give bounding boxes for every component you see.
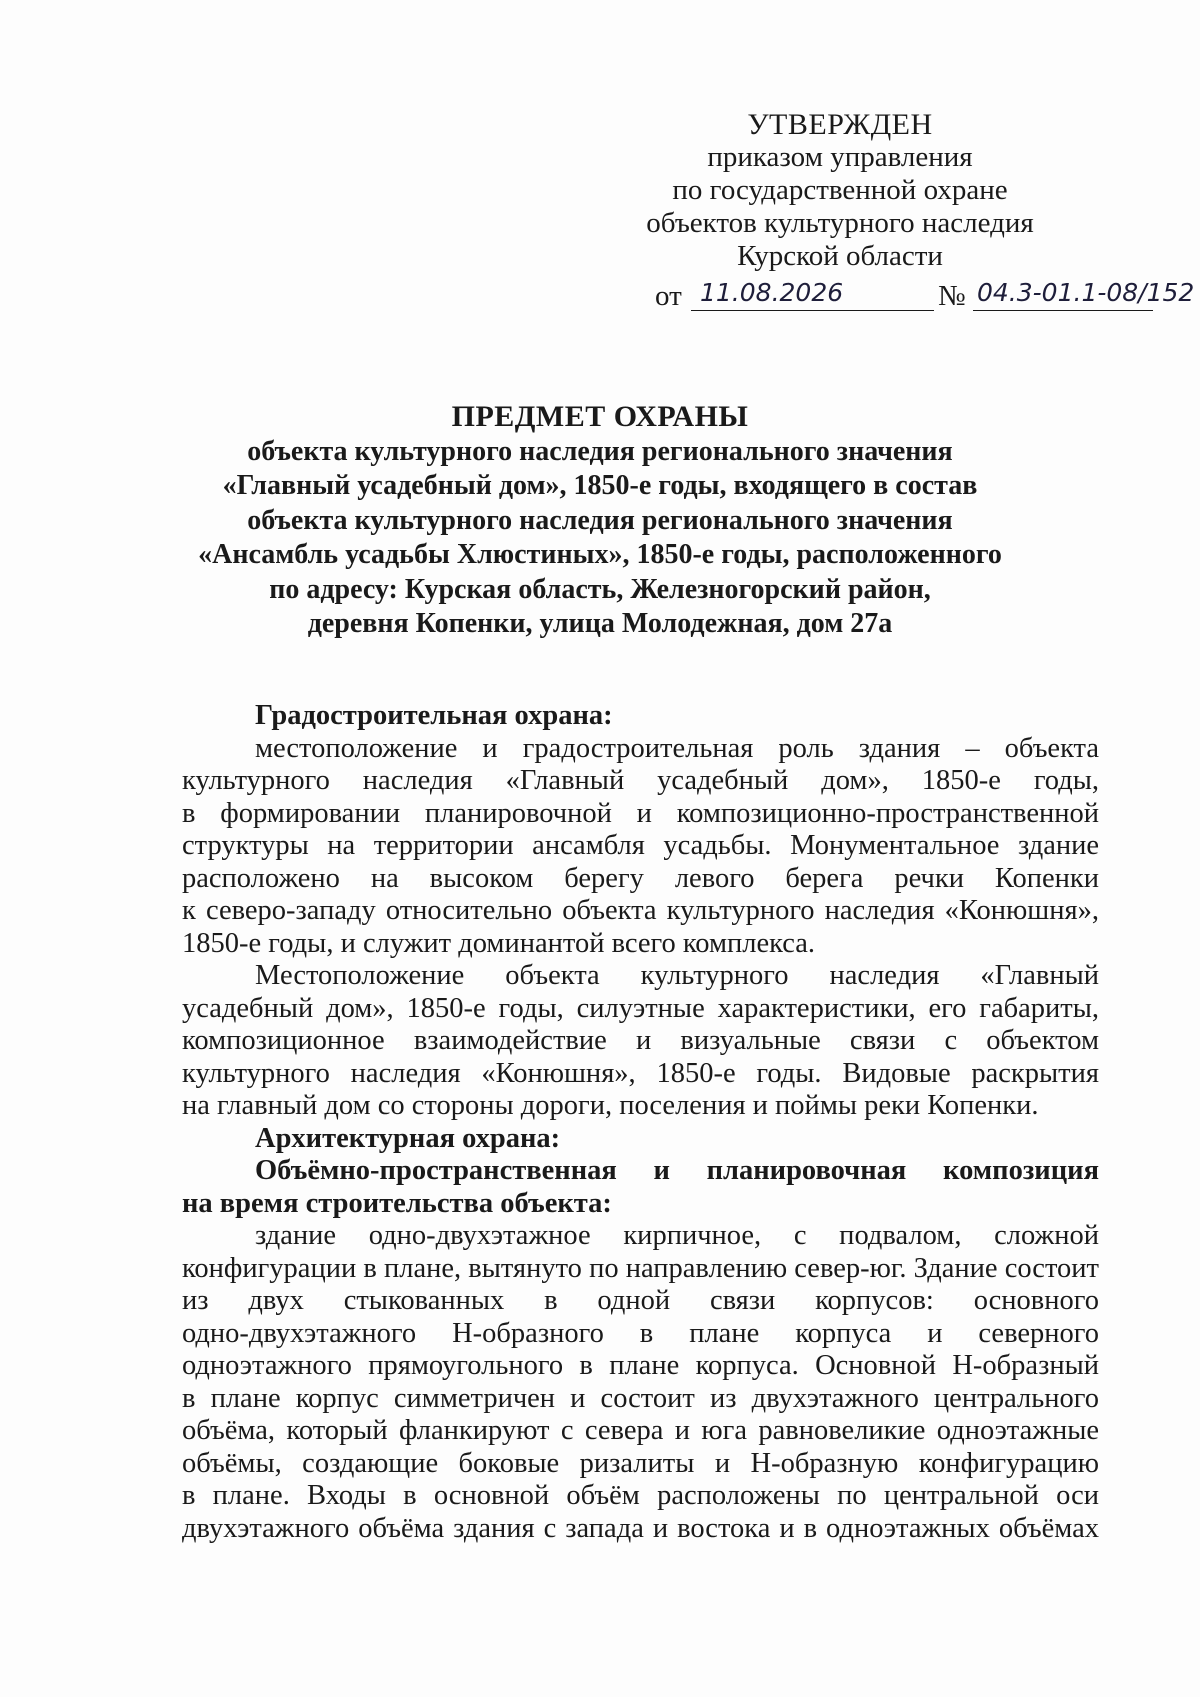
approval-block [600, 108, 1080, 273]
paragraph-line: Местоположение объекта культурного наследия «Главный [255, 960, 1099, 991]
paragraph-line: расположено на высоком берегу левого берега речки Копенки [182, 862, 1099, 894]
approval-line: по государственной охране [672, 174, 1008, 206]
approval-heading: УТВЕРЖДЕН [747, 108, 933, 141]
paragraph-line: в плане корпус симметричен и состоит из двухэтажного центрального [182, 1382, 1099, 1414]
paragraph-line: структуры на территории ансамбля усадьбы. Монументальное здание [182, 830, 1099, 861]
paragraph-line: объёмы, создающие боковые ризалиты и Н-образную конфигурацию [182, 1447, 1099, 1479]
paragraph-line: в формировании планировочной и композиционно-пространственной [182, 797, 1099, 829]
paragraph-line: местоположение и градостроительная роль здания – объекта [255, 732, 1099, 764]
title-line: «Главный усадебный дом», 1850-е годы, входящего в состав [222, 470, 978, 501]
approval-line: приказом управления [707, 141, 973, 173]
paragraph-line: конфигурации в плане, вытянуто по направлению север-юг. Здание состоит [182, 1252, 1099, 1284]
title-line: объекта культурного наследия регионального значения [247, 504, 953, 536]
paragraph-line: 1850-е годы, и служит доминантой всего комплекса. [182, 927, 816, 959]
urban-paragraph-2 [182, 960, 1099, 1123]
composition-heading-line: на время строительства объекта: [182, 1187, 612, 1219]
document-title: ПРЕДМЕТ ОХРАНЫ [451, 400, 749, 433]
paragraph-line: одноэтажного прямоугольного в плане корпуса. Основной Н-образный [182, 1350, 1099, 1381]
date-prefix: от [655, 280, 682, 312]
paragraph-line: в плане. Входы в основной объём расположены по центральной оси [182, 1480, 1099, 1511]
paragraph-line: двухэтажного объёма здания с запада и востока и в одноэтажных объёмах [182, 1512, 1099, 1544]
paragraph-line: из двух стыкованных в одной связи корпусов: основного [182, 1285, 1099, 1316]
composition-heading-line: Объёмно-пространственная и планировочная композиция [255, 1155, 1099, 1186]
paragraph-line: здание одно-двухэтажное кирпичное, с подвалом, сложной [255, 1220, 1099, 1251]
paragraph-line: композиционное взаимодействие и визуальные связи с объектом [182, 1025, 1099, 1056]
paragraph-line: культурного наследия «Конюшня», 1850-е годы. Видовые раскрытия [182, 1057, 1099, 1089]
paragraph-line: культурного наследия «Главный усадебный дом», 1850-е годы, [182, 765, 1099, 796]
title-line: по адресу: Курская область, Железногорский район, [269, 573, 931, 605]
number-prefix: № [938, 280, 966, 312]
composition-heading [182, 1155, 1099, 1220]
handwritten-number: 04.3-01.1-08/152 [977, 278, 1195, 307]
paragraph-line: к северо-западу относительно объекта культурного наследия «Конюшня», [182, 895, 1099, 926]
title-line: «Ансамбль усадьбы Хлюстиных», 1850-е годы, расположенного [198, 539, 1002, 570]
approval-line: Курской области [737, 240, 943, 272]
paragraph-line: одно-двухэтажного Н-образного в плане корпуса и северного [182, 1317, 1099, 1349]
approval-date-line [655, 276, 1195, 316]
handwritten-date: 11.08.2026 [700, 278, 844, 307]
document-title-block [150, 400, 1050, 642]
urban-protection-heading: Градостроительная охрана: [255, 700, 613, 731]
architectural-protection-heading: Архитектурная охрана: [255, 1122, 561, 1154]
title-line: деревня Копенки, улица Молодежная, дом 27а [307, 608, 893, 639]
title-line: объекта культурного наследия регионального значения [247, 435, 953, 467]
paragraph-line: объёма, который фланкируют с севера и юга равновеликие одноэтажные [182, 1415, 1099, 1446]
urban-paragraph-1 [182, 733, 1099, 961]
document-body [182, 700, 1099, 1545]
paragraph-line: на главный дом со стороны дороги, поселения и поймы реки Копенки. [182, 1090, 1039, 1121]
approval-line: объектов культурного наследия [646, 207, 1034, 239]
date-underline [691, 310, 934, 311]
architecture-paragraph [182, 1220, 1099, 1545]
paragraph-line: усадебный дом», 1850-е годы, силуэтные характеристики, его габариты, [182, 992, 1099, 1024]
number-underline [973, 310, 1153, 311]
